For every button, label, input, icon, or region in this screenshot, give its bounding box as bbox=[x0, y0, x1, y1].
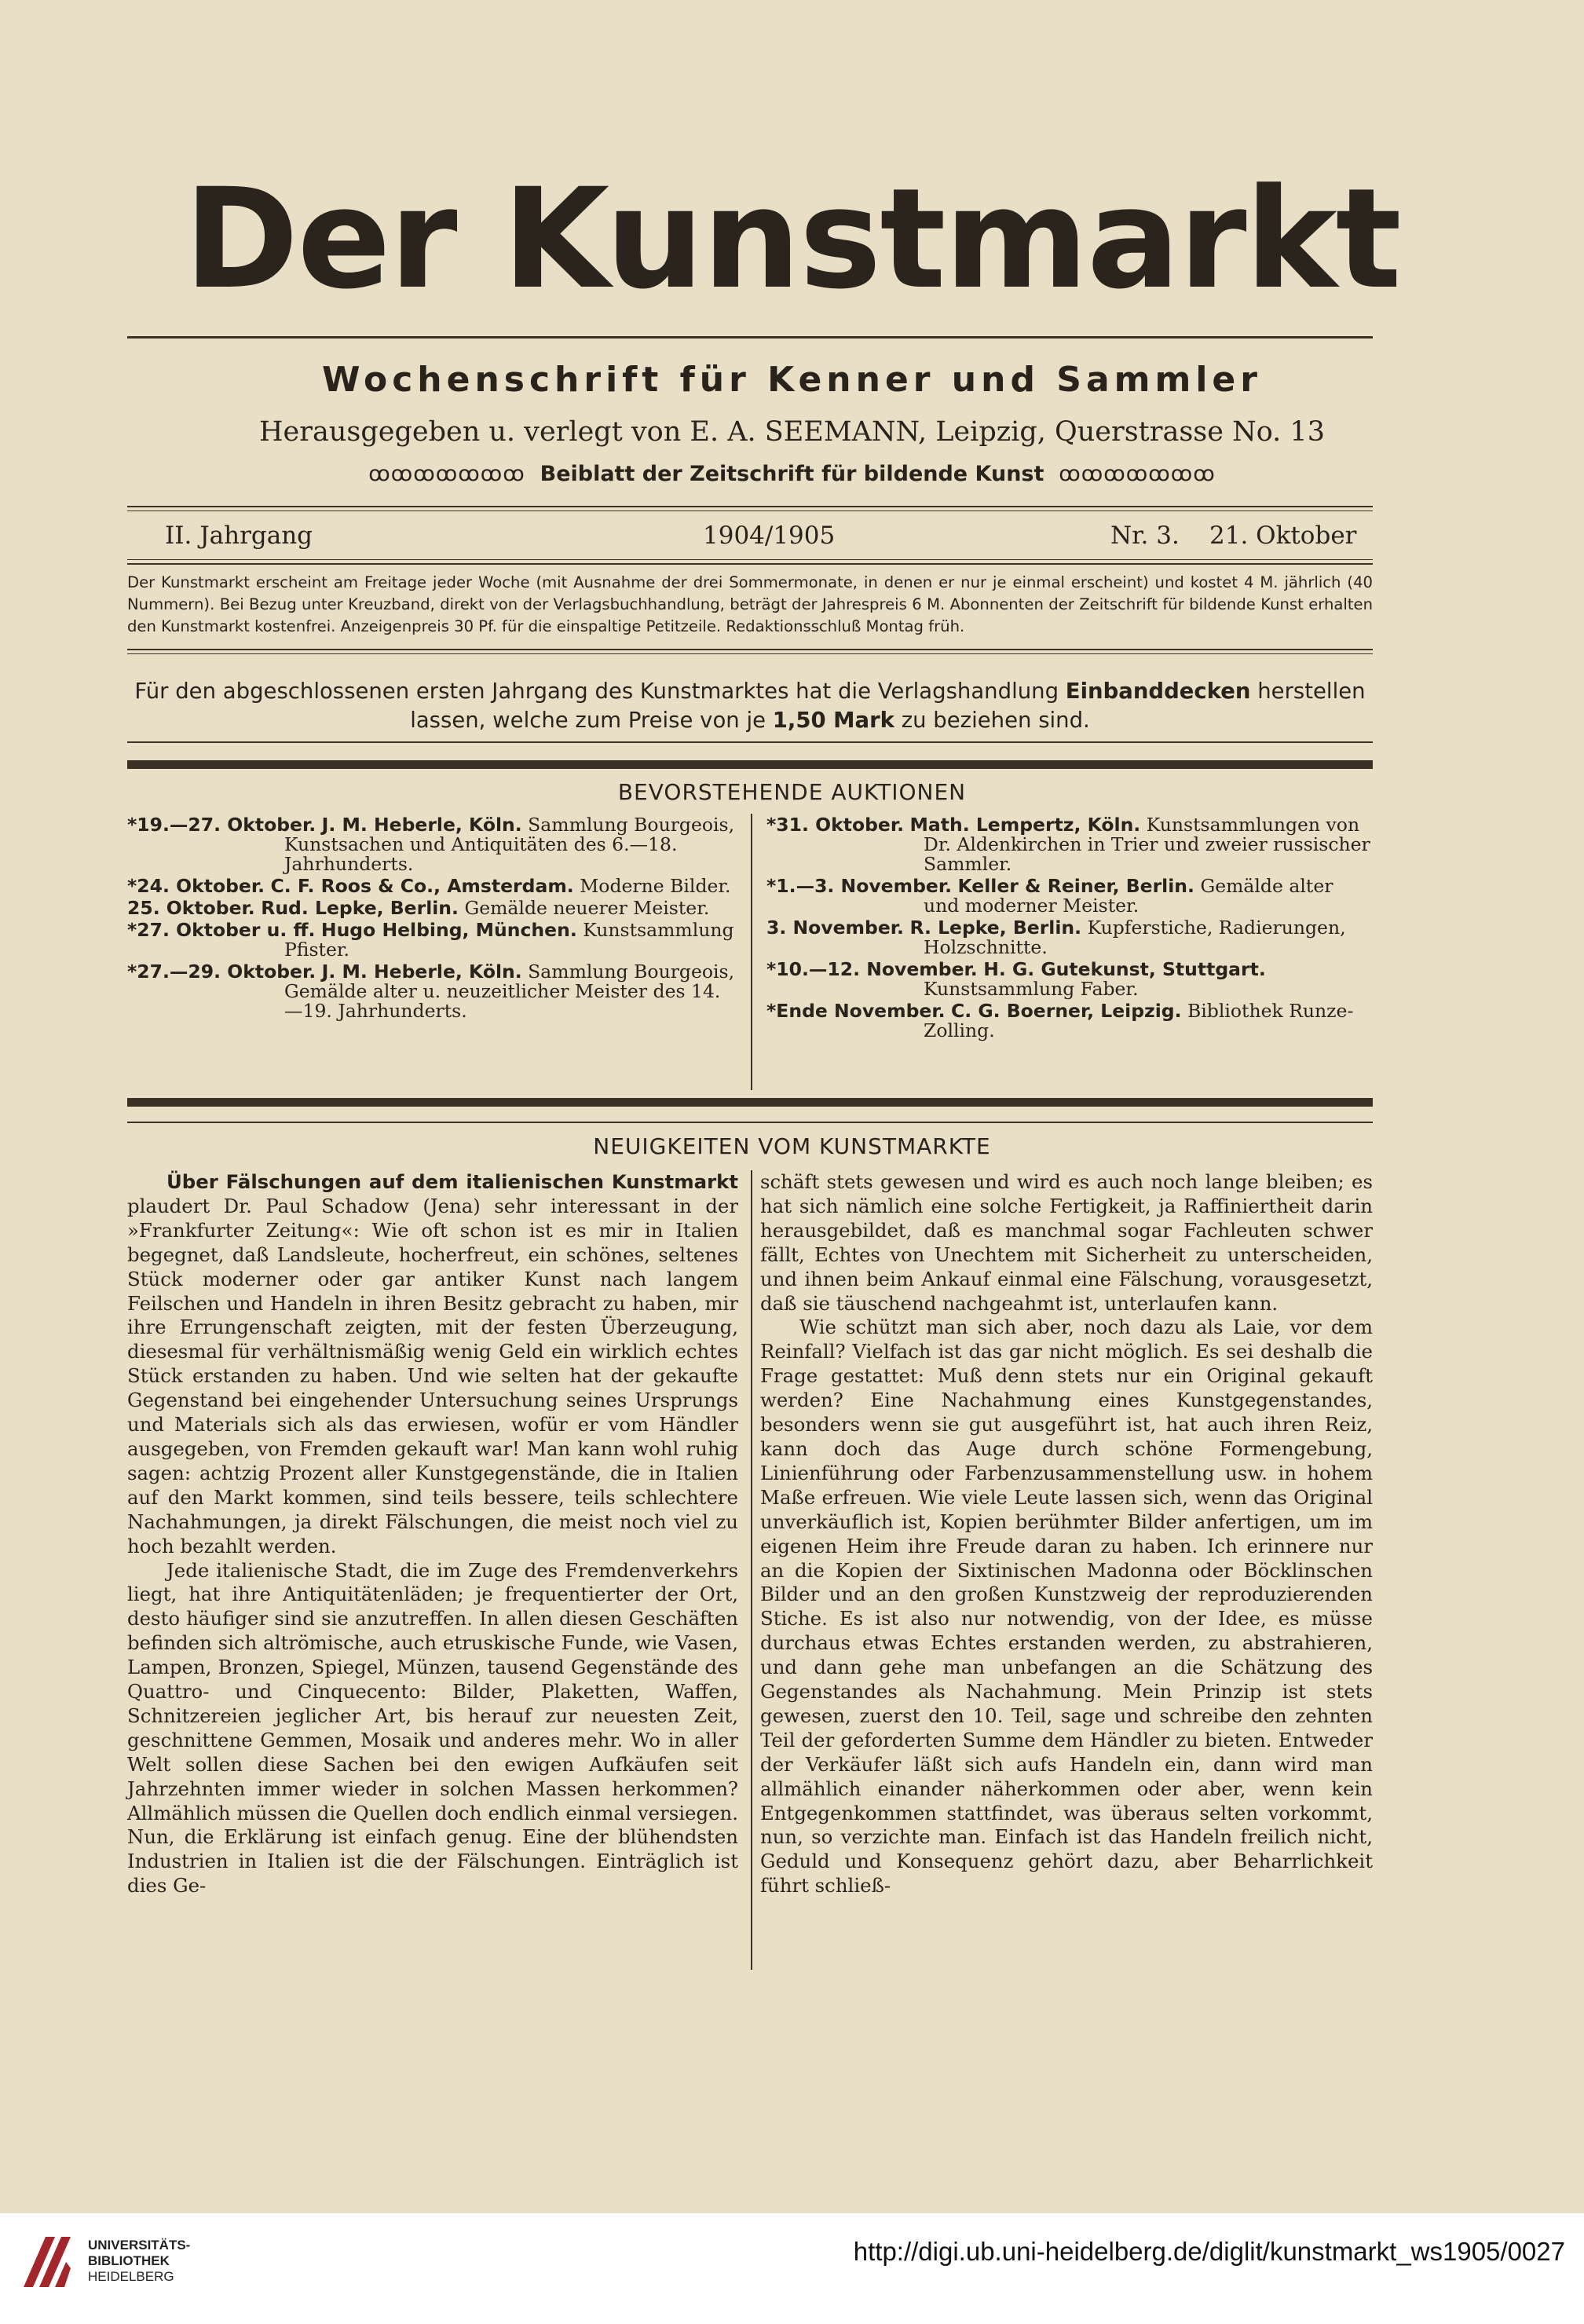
auction-desc: Sammlung Bourgeois, Kunstsachen und Antiquitäten des 6.—18. Jahrhunderts. bbox=[284, 814, 735, 875]
notice-rule-2 bbox=[127, 653, 1373, 654]
auction-desc: Gemälde neuerer Meister. bbox=[464, 897, 710, 919]
auction-house: Math. Lempertz, Köln. bbox=[909, 814, 1141, 836]
auction-desc: Kunstsammlung Faber. bbox=[924, 978, 1139, 1000]
news-heading: NEUIGKEITEN VOM KUNSTMARKTE bbox=[593, 1133, 991, 1159]
auction-date: *Ende November. bbox=[766, 1000, 946, 1022]
ornament-left: ꝏꝏꝏꝏꝏꝏꝏ bbox=[368, 462, 525, 486]
auction-list-right bbox=[766, 815, 1373, 1043]
announcement-rule bbox=[127, 741, 1373, 743]
auction-entry bbox=[766, 1001, 1373, 1041]
beiblatt-line bbox=[0, 462, 1584, 486]
auction-desc: Kupferstiche, Radierungen, Holzschnitte. bbox=[924, 917, 1346, 958]
announcement-bold-1: Einbanddecken bbox=[1065, 679, 1251, 704]
auction-house: Rud. Lepke, Berlin. bbox=[261, 897, 459, 919]
auction-column-divider bbox=[751, 814, 752, 1090]
news-column-divider bbox=[751, 1170, 752, 1970]
auction-date: *10.—12. November. bbox=[766, 958, 978, 980]
issue-years: 1904/1905 bbox=[703, 522, 836, 550]
auction-list-left bbox=[127, 815, 738, 1023]
auction-bar-bottom bbox=[127, 1098, 1373, 1107]
library-name bbox=[88, 2238, 190, 2285]
jahrgang: II. Jahrgang bbox=[165, 522, 313, 550]
auction-house: C. G. Boerner, Leipzig. bbox=[950, 1000, 1182, 1022]
notice-rule bbox=[127, 649, 1373, 650]
auction-date: *31. Oktober. bbox=[766, 814, 905, 836]
auction-entry bbox=[766, 918, 1373, 957]
einbanddecken-announcement bbox=[127, 677, 1373, 735]
auction-entry bbox=[127, 877, 738, 896]
auction-house: H. G. Gutekunst, Stuttgart. bbox=[983, 958, 1266, 980]
university-logo-icon bbox=[17, 2231, 80, 2293]
issue-date: 21. Oktober bbox=[1209, 522, 1357, 550]
article-paragraph bbox=[127, 1170, 738, 1559]
auction-bar-top bbox=[127, 760, 1373, 769]
auction-date: *19.—27. Oktober. bbox=[127, 814, 316, 836]
library-line: BIBLIOTHEK bbox=[88, 2253, 170, 2268]
auctions-heading: BEVORSTEHENDE AUKTIONEN bbox=[617, 779, 967, 805]
announcement-text-3: zu beziehen sind. bbox=[894, 708, 1090, 733]
auction-date: *24. Oktober. bbox=[127, 875, 265, 897]
footer-bar bbox=[0, 2213, 1584, 2324]
title-rule bbox=[127, 336, 1373, 339]
auction-entry bbox=[127, 920, 738, 960]
auction-date: 3. November. bbox=[766, 917, 904, 939]
auction-desc: Gemälde alter und moderner Meister. bbox=[924, 875, 1333, 917]
subscription-notice: Der Kunstmarkt erscheint am Freitage jeder Woche (mit Ausnahme der drei Sommermonate, in denen er nur je einmal erscheint) und kostet 4 M. jährlich (40 Nummern). Bei Bezug unter Kreuzband, direkt von der Verlagsbuchhandlung, beträgt der Jahrespreis 6 M. Abonnenten der Zeitschrift für bildende Kunst erhalten den Kunstmarkt kostenfrei. Anzeigenpreis 30 Pf. für die einspaltige Petitzeile. Redaktionsschluß Montag früh. bbox=[127, 573, 1373, 635]
header-rule-mid bbox=[127, 559, 1373, 560]
announcement-bold-2: 1,50 Mark bbox=[772, 708, 894, 733]
auction-entry bbox=[766, 877, 1373, 916]
auction-entry bbox=[766, 815, 1373, 874]
auction-desc: Sammlung Bourgeois, Gemälde alter u. neuzeitlicher Meister des 14.—19. Jahrhunderts. bbox=[284, 961, 735, 1022]
auction-entry bbox=[127, 962, 738, 1021]
page-title: Der Kunstmarkt bbox=[184, 159, 1400, 320]
auction-entry bbox=[127, 815, 738, 874]
ornament-right: ꝏꝏꝏꝏꝏꝏꝏ bbox=[1059, 462, 1216, 486]
auction-house: J. M. Heberle, Köln. bbox=[321, 814, 522, 836]
beiblatt-text: Beiblatt der Zeitschrift für bildende Kunst bbox=[540, 462, 1044, 486]
publisher-line: Herausgegeben u. verlegt von E. A. SEEMANN, Leipzig, Querstrasse No. 13 bbox=[259, 416, 1325, 448]
auction-house: C. F. Roos & Co., Amsterdam. bbox=[270, 875, 574, 897]
auction-date: *27. Oktober u. ff. bbox=[127, 919, 316, 941]
announcement-text: Für den abgeschlossenen ersten Jahrgang des Kunstmarktes hat die Verlagshandlung bbox=[134, 679, 1066, 704]
auction-entry bbox=[766, 960, 1373, 999]
auction-date: *1.—3. November. bbox=[766, 875, 953, 897]
source-url-link[interactable]: http://digi.ub.uni-heidelberg.de/diglit/kunstmarkt_ws1905/0027 bbox=[853, 2237, 1565, 2266]
auction-desc: Bibliothek Runze-Zolling. bbox=[924, 1000, 1354, 1041]
news-column-left bbox=[127, 1170, 738, 1898]
announcement-text-2: herstellen lassen, welche zum Preise von je bbox=[410, 679, 1366, 733]
article-lead: Über Fälschungen auf dem italienischen Kunstmarkt bbox=[166, 1170, 738, 1193]
header-rule-top bbox=[127, 506, 1373, 507]
auction-date: 25. Oktober. bbox=[127, 897, 255, 919]
article-paragraph: Wie schützt man sich aber, noch dazu als Laie, vor dem Reinfall? Vielfach ist das gar nicht möglich. Es sei deshalb die Frage gestattet: Muß denn stets nur ein Original gekauft werden? Eine Nachahmung eines Kunstgegenstandes, besonders wenn sie gut ausgeführt ist, hat auch ihren Reiz, kann doch das Auge durch schöne Formengebung, Linienführung oder Farbenzusammenstellung usw. in hohem Maße erfreuen. Wie viele Leute lassen sich, wenn das Original unverkäuflich ist, Kopien berühmter Bilder anfertigen, um im eigenen Heim ihre Freude daran zu haben. Ich erinnere nur an die Kopien der Sixtinischen Madonna oder Böcklinschen Bilder und an den großen Kunstzweig der reproduzierenden Stiche. Es ist also nur notwendig, von der Idee, es müsse durchaus etwas Echtes erstanden werden, zu abstrahieren, und dann gehe man unbefangen an die Schätzung des Gegenstandes als Nachahmung. Mein Prinzip ist stets gewesen, zuerst den 10. Teil, sage und schreibe den zehnten Teil der geforderten Summe dem Händler zu bieten. Entweder der Verkäufer läßt sich aufs Handeln ein, dann wird man allmählich einander näherkommen oder aber, wenn kein Entgegenkommen stattfindet, was überaus selten vorkommt, nun, so verzichte man. Einfach ist das Handeln freilich nicht, Geduld und Konsequenz gehört dazu, aber Beharrlichkeit führt schließ- bbox=[760, 1316, 1373, 1898]
auction-desc: Kunstsammlungen von Dr. Aldenkirchen in Trier und zweier russischer Sammler. bbox=[924, 814, 1370, 875]
library-line: HEIDELBERG bbox=[88, 2269, 174, 2284]
issue-number: Nr. 3. bbox=[1110, 522, 1180, 550]
article-text: plaudert Dr. Paul Schadow (Jena) sehr interessant in der »Frankfurter Zeitung«: Wie oft schon ist es mir in Italien begegnet, daß Landsleute, hocherfreut, ein schönes, seltenes Stück moderner oder gar antiker Kunst nach langem Feilschen und Handeln in ihren Besitz gebracht zu haben, mir ihre Errungenschaft zeigten, mit der festen Überzeugung, diesesmal für verhältnismäßig wenig Geld ein wirklich echtes Stück erstanden zu haben. Und wie selten hat der gekaufte Gegenstand bei eingehender Untersuchung seines Ursprungs und Materials sich als das erwiesen, wofür er vom Händler ausgegeben, von Fremden gekauft war! Man kann wohl ruhig sagen: achtzig Prozent aller Kunstgegenstände, die in Italien auf den Markt kommen, sind teils bessere, teils schlechtere Nachahmungen, ja direkt Fälschungen, die meist noch viel zu hoch bezahlt werden. bbox=[127, 1194, 738, 1557]
article-paragraph: schäft stets gewesen und wird es auch noch lange bleiben; es hat sich nämlich eine solche Fertigkeit, ja Raffiniertheit darin herausgebildet, daß es manchmal sogar Fachleuten schwer fällt, Echtes von Unechtem mit Sicherheit zu unterscheiden, und ihnen beim Ankauf einmal eine Fälschung, vorausgesetzt, daß sie täuschend nachgeahmt ist, unterlaufen kann. bbox=[760, 1170, 1373, 1315]
auction-desc: Kunstsammlung Pfister. bbox=[284, 919, 734, 961]
library-line: UNIVERSITÄTS- bbox=[88, 2238, 191, 2253]
auction-house: R. Lepke, Berlin. bbox=[909, 917, 1082, 939]
news-column-right bbox=[760, 1170, 1373, 1898]
auction-house: Hugo Helbing, München. bbox=[320, 919, 577, 941]
auction-entry bbox=[127, 898, 738, 918]
auction-desc: Moderne Bilder. bbox=[580, 875, 731, 897]
article-paragraph: Jede italienische Stadt, die im Zuge des Fremdenverkehrs liegt, hat ihre Antiquitätenläden; je frequentierter der Ort, desto häufiger sind sie anzutreffen. In allen diesen Geschäften befinden sich altrömische, auch etruskische Funde, wie Vasen, Lampen, Bronzen, Spiegel, Münzen, tausend Gegenstände des Quattro- und Cinquecento: Bilder, Plaketten, Waffen, Schnitzereien jeglicher Art, bis herauf zur neuesten Zeit, geschnittene Gemmen, Mosaik und anderes mehr. Wo in aller Welt sollen diese Sachen bei den ewigen Aufkäufen seit Jahrzehnten immer wieder in solchen Massen herkommen? Allmählich müssen die Quellen doch endlich einmal versiegen. Nun, die Erklärung ist einfach genug. Eine der blühendsten Industrien in Italien ist die der Fälschungen. Einträglich ist dies Ge- bbox=[127, 1558, 738, 1898]
auction-house: Keller & Reiner, Berlin. bbox=[957, 875, 1194, 897]
news-rule bbox=[127, 1122, 1373, 1123]
auction-house: J. M. Heberle, Köln. bbox=[321, 961, 522, 983]
auction-date: *27.—29. Oktober. bbox=[127, 961, 316, 983]
header-rule-mid-2 bbox=[127, 563, 1373, 565]
subtitle: Wochenschrift für Kenner und Sammler bbox=[322, 360, 1262, 400]
